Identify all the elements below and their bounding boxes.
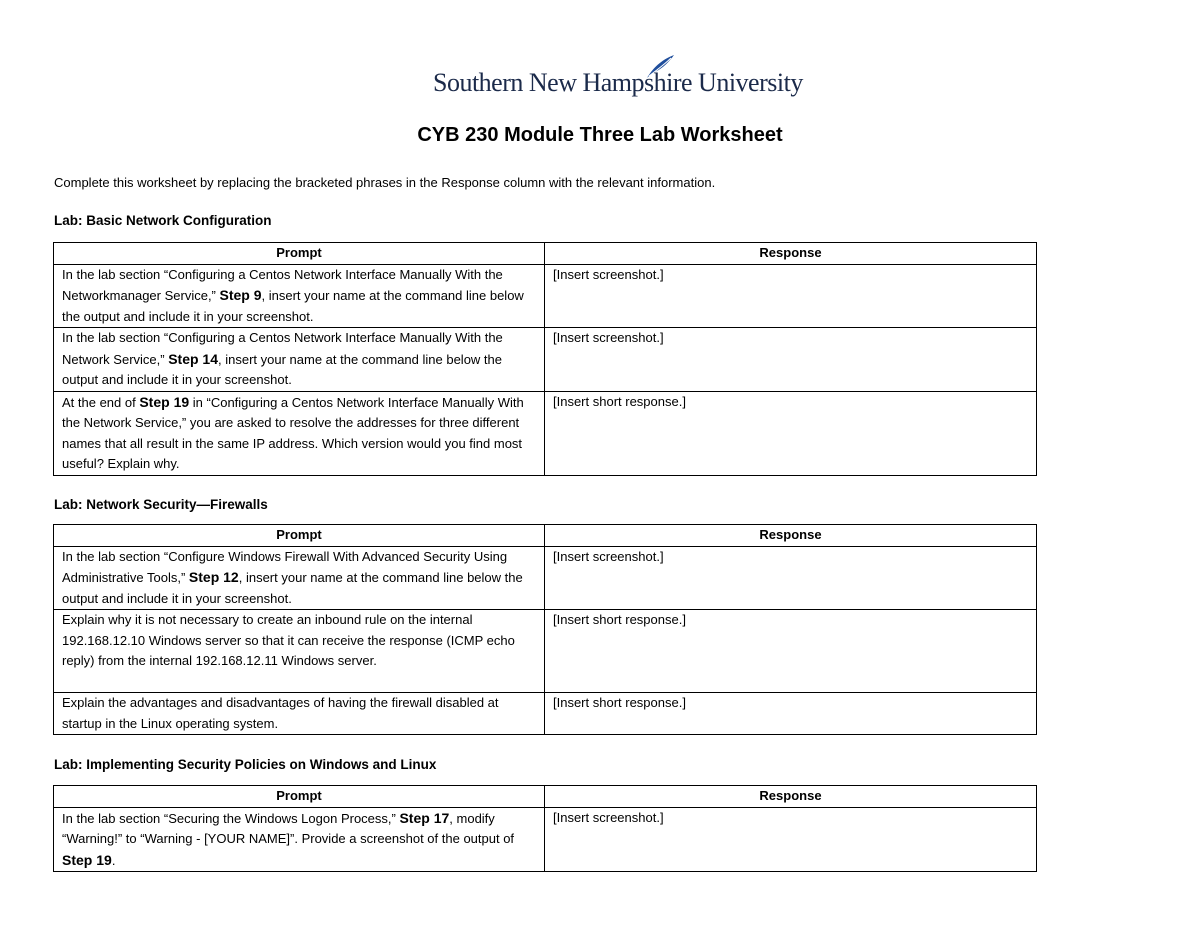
table-row: [54, 807, 1037, 872]
section-title-firewalls: Lab: Network Security—Firewalls: [54, 497, 268, 512]
table-row: [54, 693, 1037, 735]
step-number: Step 9: [219, 287, 262, 303]
table-row: [54, 328, 1037, 392]
table-row: [54, 546, 1037, 610]
prompt-cell: In the lab section “Configuring a Centos Network Interface Manually With the Network Service,” Step 14, insert your name at the command line below the output and include it in your screenshot.: [54, 328, 545, 392]
table-header-row: [54, 525, 1037, 547]
page-title: CYB 230 Module Three Lab Worksheet: [417, 124, 783, 146]
response-cell[interactable]: [Insert screenshot.]: [545, 546, 1037, 610]
prompt-cell: In the lab section “Configure Windows Firewall With Advanced Security Using Administrative Tools,” Step 12, insert your name at the command line below the output and include it in your screenshot.: [54, 546, 545, 610]
response-cell[interactable]: [Insert short response.]: [545, 693, 1037, 735]
step-number: Step 19: [62, 851, 112, 868]
step-number: Step 14: [168, 350, 219, 367]
instructions-text: Complete this worksheet by replacing the bracketed phrases in the Response column with the relevant information.: [54, 175, 716, 190]
prompt-cell: Explain the advantages and disadvantages of having the firewall disabled at startup in the Linux operating system.: [54, 693, 545, 735]
table-header-row: [54, 243, 1037, 265]
security-policies-table: [53, 785, 1037, 872]
table-row: [54, 264, 1037, 328]
basic-network-table: [53, 242, 1037, 476]
prompt-cell: In the lab section “Configuring a Centos Network Interface Manually With the Networkmanager Service,” Step 9, insert your name at the command line below the output and include it in your screenshot.: [54, 264, 545, 328]
step-number: Step 19: [139, 393, 190, 410]
prompt-header: Prompt: [54, 525, 545, 547]
response-header: Response: [545, 525, 1037, 547]
prompt-cell: In the lab section “Securing the Windows Logon Process,” Step 17, modify “Warning!” to “Warning - [YOUR NAME]”. Provide a screenshot of the output of Step 19.: [54, 807, 545, 872]
firewalls-table: [53, 524, 1037, 735]
response-cell[interactable]: [Insert short response.]: [545, 610, 1037, 693]
response-cell[interactable]: [Insert screenshot.]: [545, 328, 1037, 392]
section-title-security-policies: Lab: Implementing Security Policies on Windows and Linux: [54, 757, 437, 772]
table-row: [54, 391, 1037, 475]
university-logo: [433, 54, 803, 104]
step-number: Step 17: [399, 809, 450, 826]
logo-text: Southern New Hampshire University: [433, 68, 803, 97]
response-cell[interactable]: [Insert short response.]: [545, 391, 1037, 475]
response-cell[interactable]: [Insert screenshot.]: [545, 807, 1037, 872]
table-header-row: [54, 786, 1037, 808]
response-header: Response: [545, 786, 1037, 808]
step-number: Step 12: [188, 569, 239, 585]
prompt-cell: Explain why it is not necessary to create an inbound rule on the internal 192.168.12.10 Windows server so that it can receive the response (ICMP echo reply) from the internal 192.168.12.11 Windows server.: [54, 610, 545, 693]
table-row: [54, 610, 1037, 693]
prompt-header: Prompt: [54, 786, 545, 808]
section-title-basic-network: Lab: Basic Network Configuration: [54, 213, 272, 228]
prompt-header: Prompt: [54, 243, 545, 265]
response-header: Response: [545, 243, 1037, 265]
prompt-cell: At the end of Step 19 in “Configuring a Centos Network Interface Manually With the Network Service,” you are asked to resolve the addresses for three different names that all result in the same IP address. Which version would you find most useful? Explain why.: [54, 391, 545, 475]
response-cell[interactable]: [Insert screenshot.]: [545, 264, 1037, 328]
